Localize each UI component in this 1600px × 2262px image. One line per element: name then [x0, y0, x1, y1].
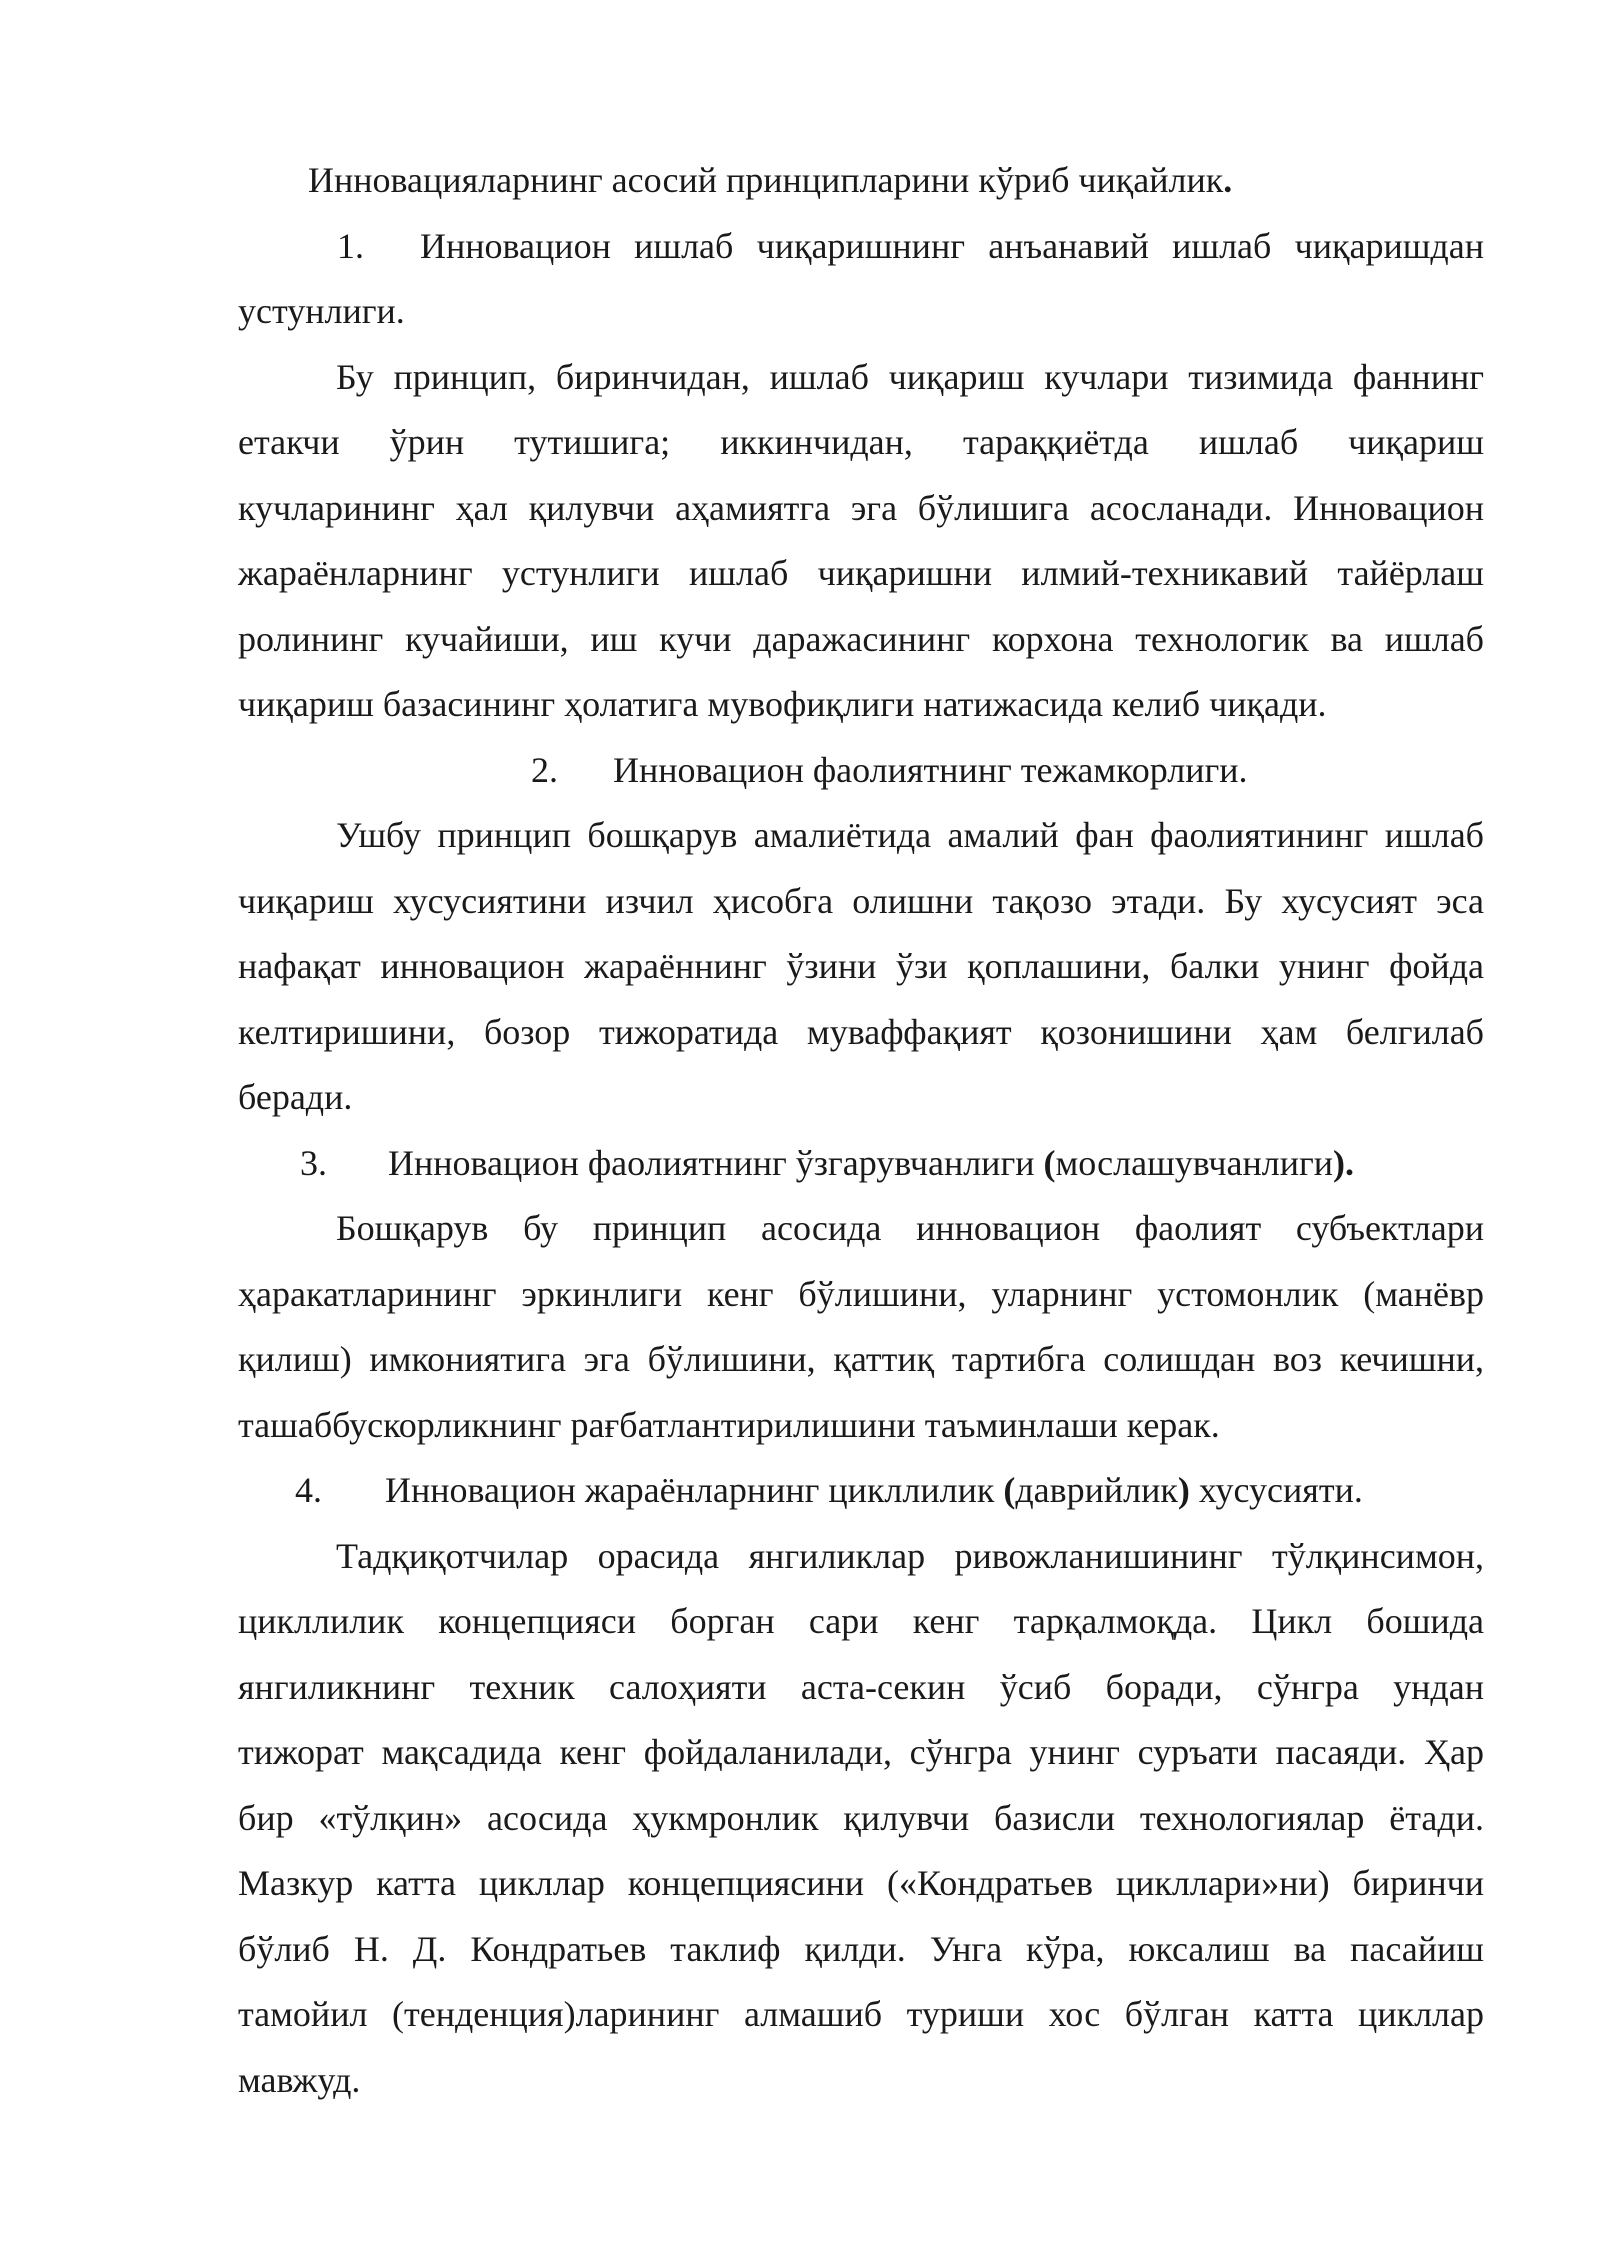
page-title	[238, 148, 1484, 214]
paragraph-line: тамойил (тенденция)ларининг алмашиб туриши хос бўлган катта цикллар	[238, 1994, 1484, 2034]
list-item-1-label-cont: устунлиги.	[238, 291, 405, 331]
document-body	[238, 148, 1484, 2113]
list-item-2-label: Инновацион фаолиятнинг тежамкорлиги.	[613, 749, 1248, 790]
paragraph-line: Бу принцип, биринчидан, ишлаб чиқариш кучлари тизимида фаннинг	[336, 356, 1484, 397]
paragraph-4	[238, 1524, 1484, 2114]
paragraph-line: нафақат инновацион жараённинг ўзини ўзи қоплашини, балки унинг фойда	[238, 946, 1484, 986]
paragraph-2	[238, 803, 1484, 1131]
paragraph-line: келтиришини, бозор тижоратида муваффақият қозонишини ҳам белгилаб	[238, 1011, 1484, 1052]
list-item-4-label: Инновацион жараёнларнинг цикллилик (даврийлик) хусусияти.	[385, 1470, 1363, 1510]
paragraph-line: бўлиб Н. Д. Кондратьев таклиф қилди. Унга кўра, юксалиш ва пасайиш	[238, 1928, 1484, 1969]
paragraph-line: янгиликнинг техник салоҳияти аста-секин ўсиб боради, сўнгра ундан	[238, 1666, 1484, 1707]
list-item-3-number: 3.	[300, 1142, 327, 1183]
list-item-2-heading	[238, 738, 1484, 804]
title-text: Инновацияларнинг асосий принципларини кўриб чиқайлик	[308, 160, 1224, 200]
paragraph-line: ташаббускорликнинг рағбатлантирилишини таъминлаши керак.	[238, 1404, 1220, 1445]
paragraph-line: жараёнларнинг устунлиги ишлаб чиқаришни илмий-техникавий тайёрлаш	[238, 553, 1484, 593]
paragraph-line: Бошқарув бу принцип асосида инновацион фаолият субъектлари	[336, 1208, 1484, 1248]
title-period: .	[1223, 160, 1233, 200]
list-item-3-heading	[238, 1131, 1484, 1197]
paragraph-line: Тадқиқотчилар орасида янгиликлар ривожланишининг тўлқинсимон,	[336, 1535, 1484, 1576]
list-item-1-heading	[238, 214, 1484, 280]
list-item-1-number: 1.	[337, 225, 364, 266]
paragraph-line: Мазкур катта цикллар концепциясини («Кондратьев цикллари»ни) биринчи	[238, 1863, 1484, 1903]
list-item-3-label: Инновацион фаолиятнинг ўзгарувчанлиги (мослашувчанлиги).	[388, 1142, 1355, 1183]
paragraph-line: тижорат мақсадида кенг фойдаланилади, сўнгра унинг суръати пасаяди. Ҳар	[238, 1732, 1484, 1772]
paragraph-line: ролининг кучайиши, иш кучи даражасининг корхона технологик ва ишлаб	[238, 618, 1484, 659]
paragraph-line: чиқариш базасининг ҳолатига мувофиқлиги натижасида келиб чиқади.	[238, 684, 1327, 724]
paragraph-line: қилиш) имкониятига эга бўлишини, қаттиқ тартибга солишдан воз кечишни,	[238, 1339, 1484, 1379]
paragraph-line: Ушбу принцип бошқарув амалиётида амалий фан фаолиятининг ишлаб	[336, 815, 1484, 855]
paragraph-line: ҳаракатларининг эркинлиги кенг бўлишини, уларнинг устомонлик (манёвр	[238, 1273, 1484, 1314]
list-item-4-heading	[238, 1458, 1484, 1524]
paragraph-3	[238, 1196, 1484, 1458]
paragraph-1	[238, 345, 1484, 738]
paragraph-line: беради.	[238, 1077, 353, 1117]
paragraph-line: кучларининг ҳал қилувчи аҳамиятга эга бўлишига асосланади. Инновацион	[238, 487, 1484, 528]
list-item-1-label: Инновацион ишлаб чиқаришнинг анъанавий ишлаб чиқаришдан	[420, 225, 1484, 266]
list-item-2-number: 2.	[531, 749, 558, 790]
list-item-4-number: 4.	[295, 1470, 322, 1510]
paragraph-line: цикллилик концепцияси борган сари кенг тарқалмоқда. Цикл бошида	[238, 1601, 1484, 1641]
paragraph-line: етакчи ўрин тутишига; иккинчидан, тараққиётда ишлаб чиқариш	[238, 422, 1484, 462]
paragraph-line: чиқариш хусусиятини изчил ҳисобга олишни тақозо этади. Бу хусусият эса	[238, 880, 1484, 921]
paragraph-line: бир «тўлқин» асосида ҳукмронлик қилувчи базисли технологиялар ётади.	[238, 1797, 1484, 1838]
paragraph-line: мавжуд.	[238, 2059, 361, 2100]
